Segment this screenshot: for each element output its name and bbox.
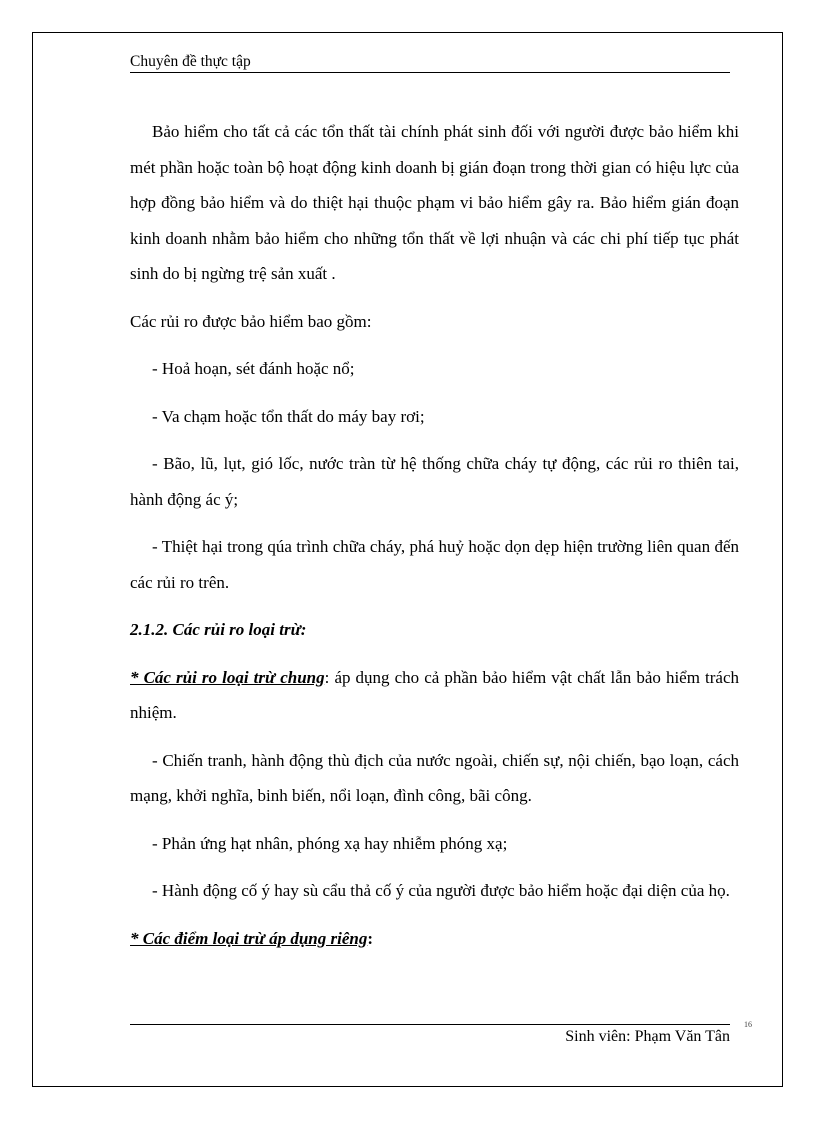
- exclusion-item-2: - Phản ứng hạt nhân, phóng xạ hay nhiễm phóng xạ;: [152, 833, 508, 853]
- risks-intro: Các rủi ro được bảo hiểm bao gồm:: [130, 311, 372, 331]
- page-number: 16: [744, 1020, 752, 1029]
- document-body: [130, 114, 739, 968]
- risk-item-3: - Bão, lũ, lụt, gió lốc, nước tràn từ hệ thống chữa cháy tự động, các rủi ro thiên tai, hành động ác ý;: [130, 454, 739, 509]
- risk-item-2: - Va chạm hoặc tổn thất do máy bay rơi;: [152, 406, 425, 426]
- paragraph-intro: Bảo hiểm cho tất cả các tổn thất tài chính phát sinh đối với người được bảo hiểm khi mét phần hoặc toàn bộ hoạt động kinh doanh bị gián đoạn trong thời gian có hiệu lực của hợp đồng bảo hiểm và do thiệt hại thuộc phạm vi bảo hiểm gây ra. Bảo hiểm gián đoạn kinh doanh nhằm bảo hiểm cho những tổn thất về lợi nhuận và các chi phí tiếp tục phát sinh do bị ngừng trệ sản xuất .: [130, 122, 739, 283]
- specific-exclusions-colon: :: [367, 928, 374, 948]
- page-header: [130, 52, 730, 73]
- risk-item-4: - Thiệt hại trong qúa trình chữa cháy, phá huỷ hoặc dọn dẹp hiện trường liên quan đến các rủi ro trên.: [130, 537, 739, 592]
- risk-item-1: - Hoả hoạn, sét đánh hoặc nổ;: [152, 359, 355, 378]
- exclusion-item-3: - Hành động cố ý hay sù cẩu thả cố ý của người được bảo hiểm hoặc đại diện của họ.: [152, 881, 730, 900]
- specific-exclusions-paragraph: [130, 921, 739, 957]
- footer-student: Sinh viên: Phạm Văn Tân: [565, 1028, 730, 1045]
- general-exclusions-lead: * Các rủi ro loại trừ chung: [130, 667, 325, 687]
- exclusion-item-1: - Chiến tranh, hành động thù địch của nước ngoài, chiến sự, nội chiến, bạo loạn, cách mạng, khởi nghĩa, binh biến, nổi loạn, đình công, bãi công.: [130, 750, 739, 805]
- page-footer: [130, 1024, 730, 1047]
- general-exclusions-paragraph: [130, 660, 739, 731]
- header-title: Chuyên đề thực tập: [130, 53, 251, 70]
- specific-exclusions-lead: * Các điểm loại trừ áp dụng riêng: [130, 928, 368, 948]
- section-heading: 2.1.2. Các rủi ro loại trừ:: [130, 620, 307, 639]
- general-exclusions-text: : áp dụng cho cả phần bảo hiểm vật chất lẫn bảo hiểm trách nhiệm.: [130, 667, 739, 722]
